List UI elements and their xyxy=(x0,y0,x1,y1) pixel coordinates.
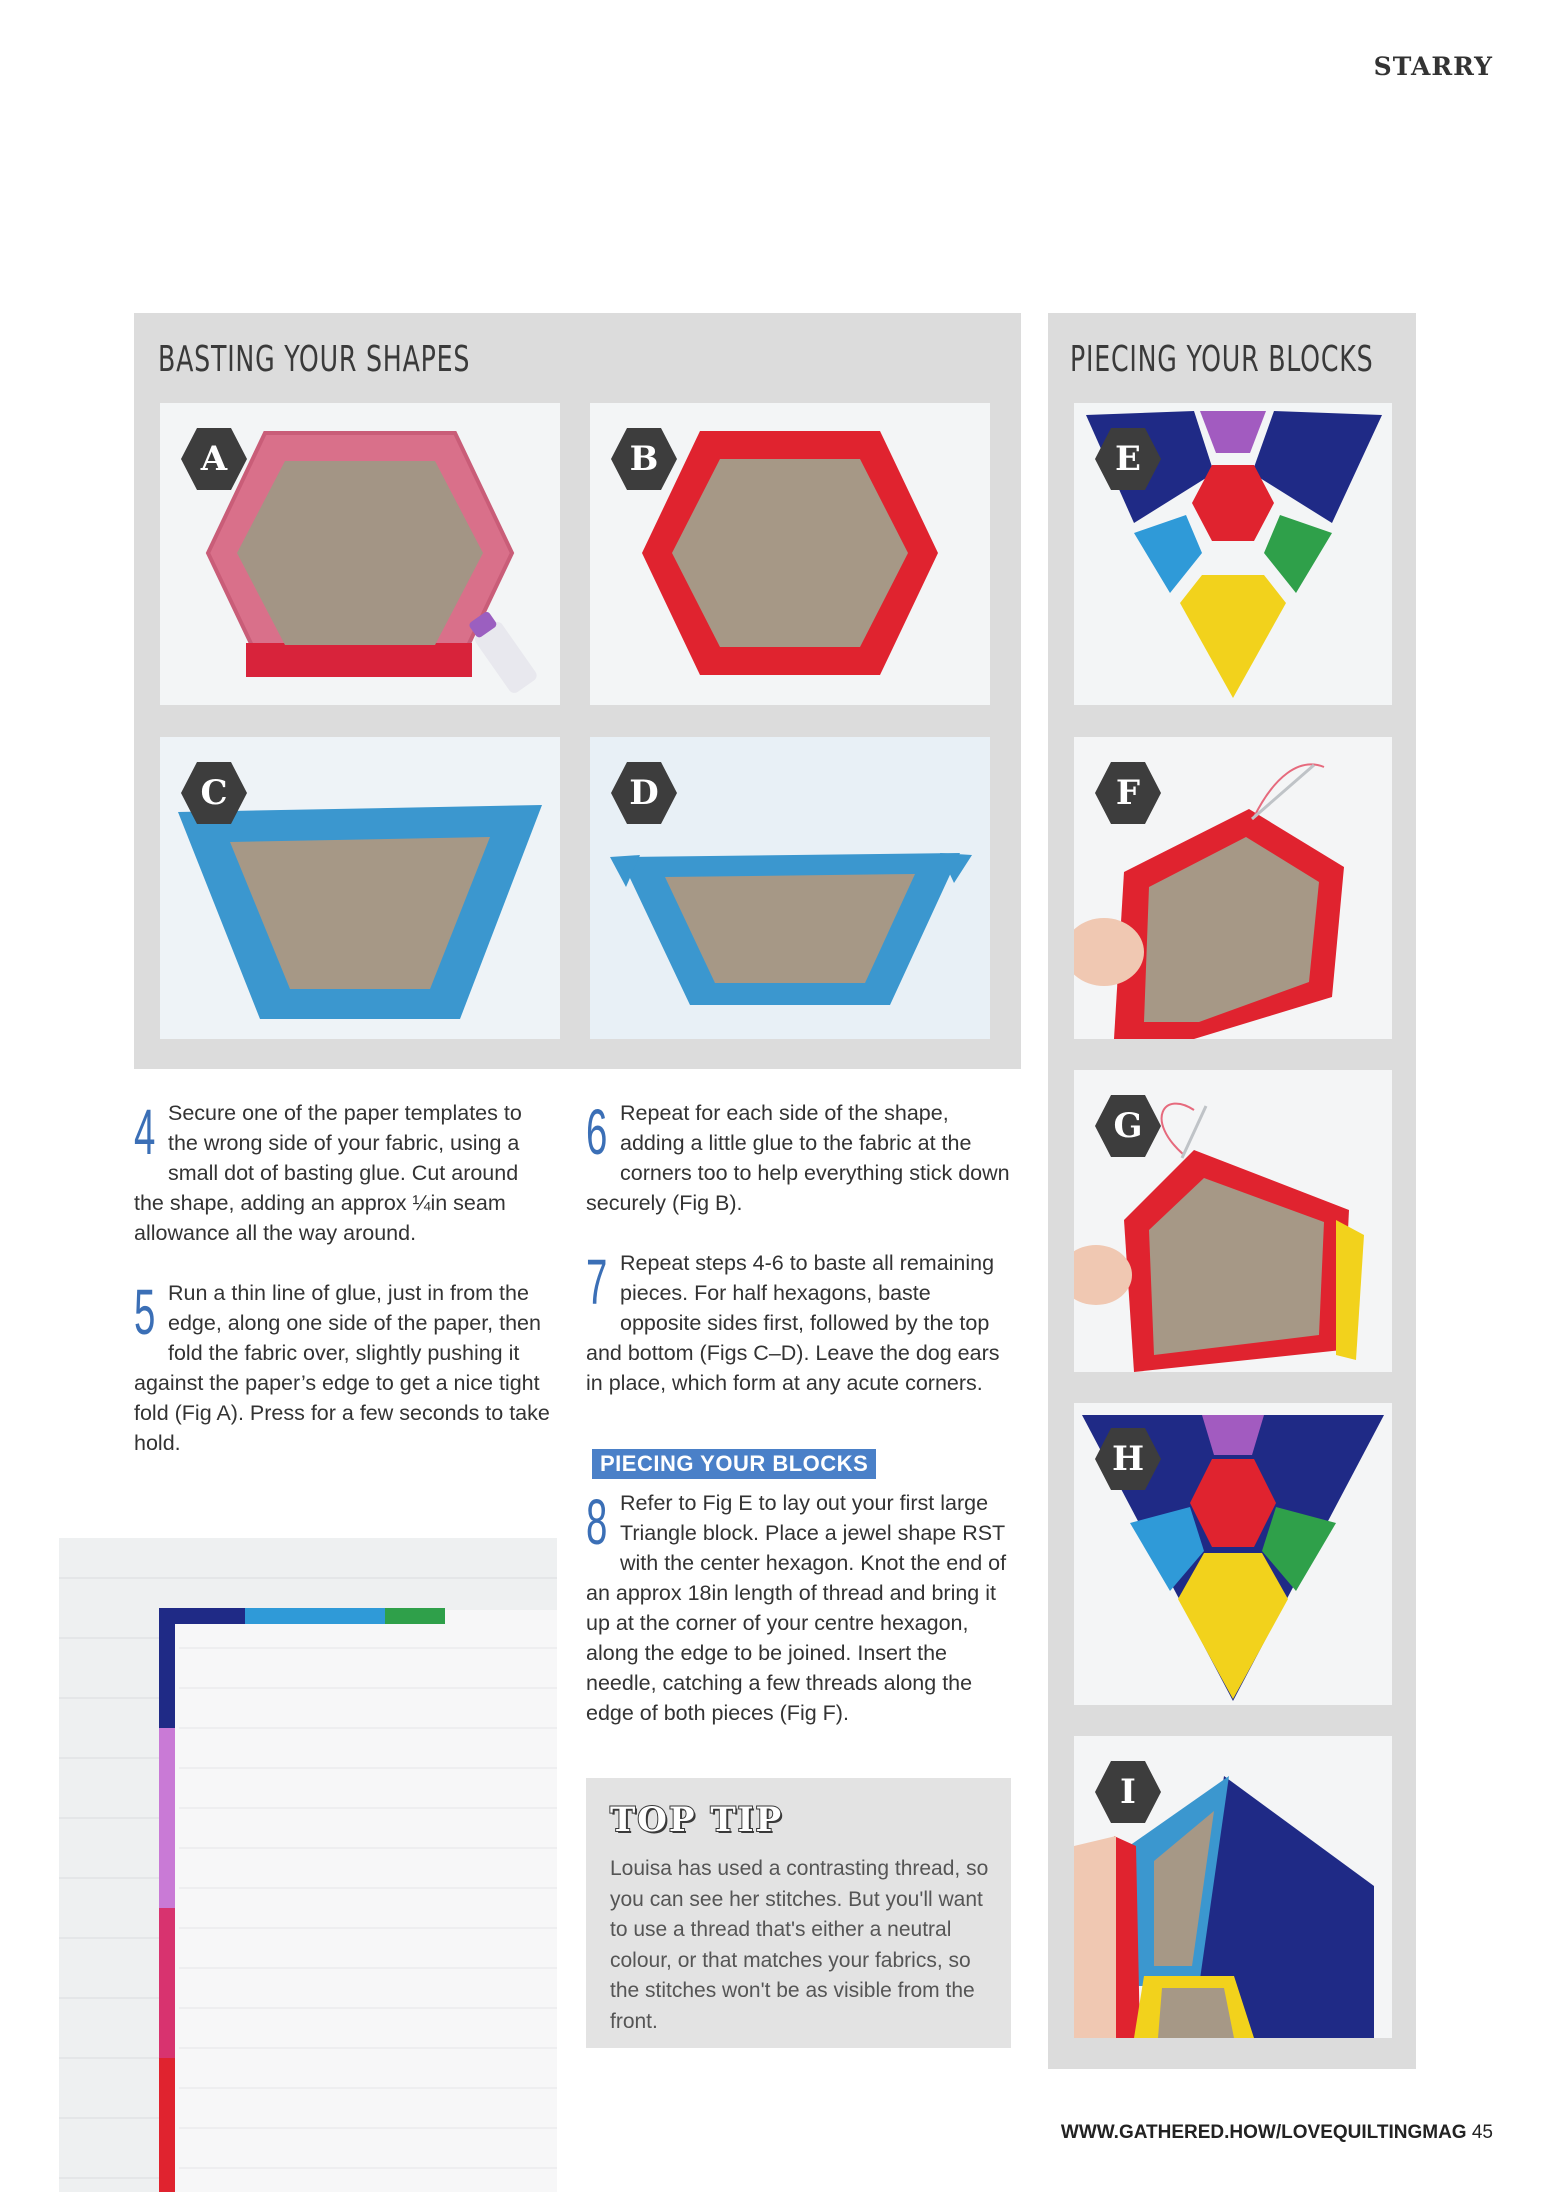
figure-e-label: E xyxy=(1115,439,1141,479)
step-7-text: Repeat steps 4-6 to baste all remaining pieces. For half hexagons, baste opposite sides first, followed by the top and bottom (Figs C–D). Leave the dog ears in place, which form at any acute corners. xyxy=(586,1251,1000,1395)
step-5-number: 5 xyxy=(134,1276,156,1348)
figure-g-badge xyxy=(1094,1092,1162,1160)
step-6-number: 6 xyxy=(586,1096,608,1168)
figure-a-label: A xyxy=(200,439,228,479)
figure-a-photo xyxy=(160,403,560,705)
piecing-panel xyxy=(1048,313,1416,2069)
figure-e-badge xyxy=(1094,425,1162,493)
step-4-text: Secure one of the paper templates to the wrong side of your fabric, using a small dot of basting glue. Cut around the shape, adding an approx ¼in seam allowance all the way around. xyxy=(134,1101,522,1245)
figure-d-label: D xyxy=(629,773,659,813)
figure-a-badge xyxy=(180,425,248,493)
step-6 xyxy=(586,1098,1010,1218)
step-6-text: Repeat for each side of the shape, adding a little glue to the fabric at the corners too to help everything stick down securely (Fig B). xyxy=(586,1101,1010,1215)
top-tip-box xyxy=(586,1778,1011,2048)
figure-i-photo xyxy=(1074,1736,1392,2038)
figure-d-photo xyxy=(590,737,990,1039)
quilt-image xyxy=(59,1538,557,2192)
step-5 xyxy=(134,1278,558,1458)
figure-h-label: H xyxy=(1111,1439,1145,1479)
footer-url[interactable]: WWW.GATHERED.HOW/LOVEQUILTINGMAG xyxy=(1060,2122,1467,2143)
figure-d-badge xyxy=(610,759,678,827)
step-8 xyxy=(586,1488,1014,1728)
section-tag: STARRY xyxy=(1373,52,1493,81)
figure-c-label: C xyxy=(200,773,228,813)
figure-h-photo xyxy=(1074,1403,1392,1705)
step-8-number: 8 xyxy=(586,1486,608,1558)
step-8-text: Refer to Fig E to lay out your first large Triangle block. Place a jewel shape RST with the center hexagon. Knot the end of an approx 18in length of thread and bring it up at the corner of your centre hexagon, along the edge to be joined. Insert the needle, catching a few threads along the edge of both pieces (Fig F). xyxy=(586,1491,1007,1725)
figure-i-badge xyxy=(1094,1758,1162,1826)
figure-i-label: I xyxy=(1120,1772,1136,1812)
figure-f-label: F xyxy=(1115,773,1141,813)
piecing-subheading: PIECING YOUR BLOCKS xyxy=(592,1449,876,1479)
figure-f-badge xyxy=(1094,759,1162,827)
figure-f-photo xyxy=(1074,737,1392,1039)
figure-b-badge xyxy=(610,425,678,493)
top-tip-text: Louisa has used a contrasting thread, so you can see her stitches. But you'll want to use a thread that's either a neutral colour, or that matches your fabrics, so the stitches won't be as visible from the front. xyxy=(610,1857,989,2033)
step-5-text: Run a thin line of glue, just in from the edge, along one side of the paper, then fold the fabric over, slightly pushing it against the paper’s edge to get a nice tight fold (Fig A). Press for a few seconds to take hold. xyxy=(134,1281,550,1455)
figure-b-label: B xyxy=(629,439,659,479)
figure-h-badge xyxy=(1094,1425,1162,1493)
step-4-number: 4 xyxy=(134,1096,156,1168)
figure-b-photo xyxy=(590,403,990,705)
basting-panel-title: BASTING YOUR SHAPES xyxy=(158,339,471,380)
quilt-photo xyxy=(59,1538,557,2192)
step-7 xyxy=(586,1248,1010,1398)
piecing-panel-title: PIECING YOUR BLOCKS xyxy=(1070,339,1374,380)
figure-g-photo xyxy=(1074,1070,1392,1372)
page-number: 45 xyxy=(1471,2122,1493,2143)
basting-panel xyxy=(134,313,1021,1069)
top-tip-title: TOP TIP xyxy=(610,1800,784,1840)
page-footer xyxy=(1061,2122,1493,2144)
step-4 xyxy=(134,1098,554,1248)
step-7-number: 7 xyxy=(586,1246,608,1318)
figure-e-photo xyxy=(1074,403,1392,705)
figure-g-label: G xyxy=(1113,1106,1143,1146)
figure-c-photo xyxy=(160,737,560,1039)
figure-c-badge xyxy=(180,759,248,827)
